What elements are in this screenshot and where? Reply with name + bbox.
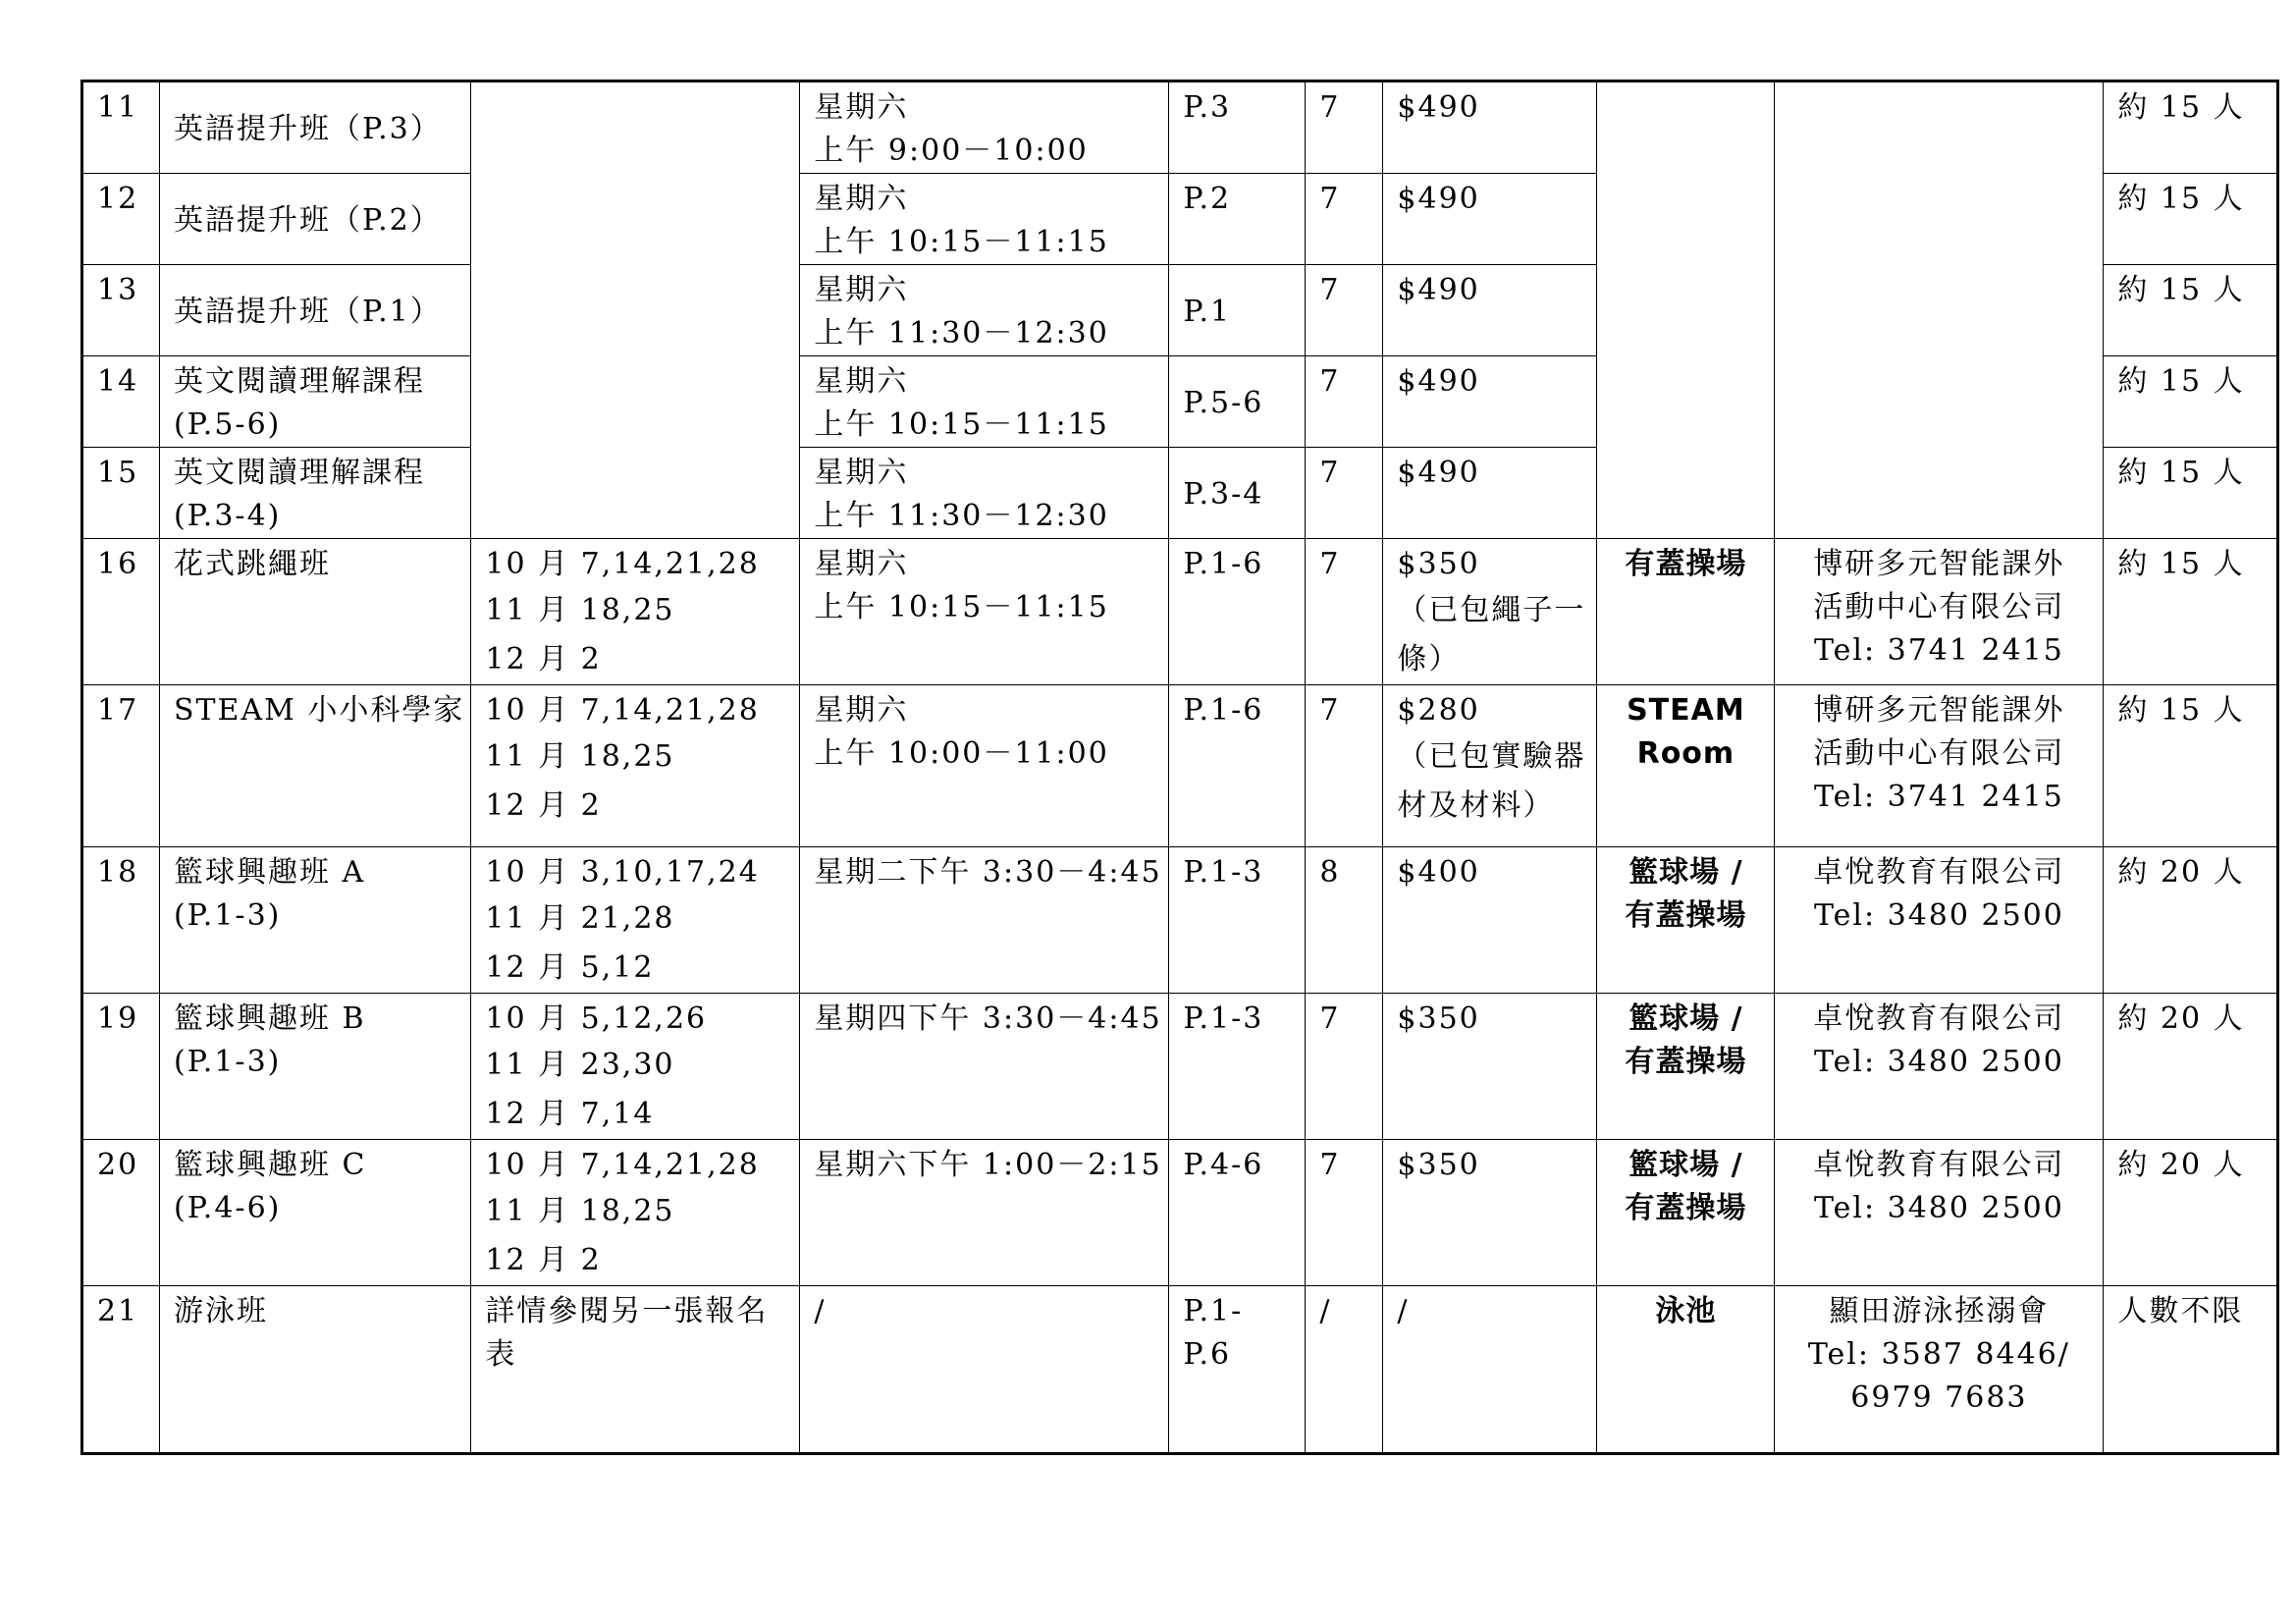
date-line: 10 月 7,14,21,28 — [485, 1148, 760, 1182]
session-count: 8 — [1306, 847, 1383, 994]
date-line: 12 月 5,12 — [485, 950, 655, 985]
fee-amount: $280 — [1397, 693, 1480, 728]
session-count: / — [1306, 1286, 1383, 1454]
organiser-line: Tel: 3480 2500 — [1813, 898, 2064, 933]
organiser-cell — [1775, 1286, 2104, 1454]
grade-level-line: P.6 — [1183, 1337, 1232, 1372]
fee-amount: / — [1397, 1294, 1410, 1328]
course-name-line: 英文閱讀理解課程 — [174, 364, 425, 399]
venue-cell — [1597, 1286, 1775, 1454]
grade-level: P.3-4 — [1169, 448, 1306, 539]
course-name-line: 花式跳繩班 — [174, 547, 331, 581]
course-name-line: 英語提升班（P.3） — [174, 112, 442, 146]
grade-level-line: P.1- — [1183, 1294, 1244, 1328]
fee-amount: $490 — [1397, 456, 1480, 490]
grade-level: P.1-3 — [1169, 994, 1306, 1140]
time-cell — [800, 685, 1169, 847]
time-line: 上午 11:30－12:30 — [814, 316, 1109, 351]
fee-cell — [1383, 174, 1597, 265]
date-line: 10 月 5,12,26 — [485, 1001, 708, 1036]
venue-line: 泳池 — [1655, 1294, 1717, 1328]
capacity-cell: 人數不限 — [2104, 1286, 2278, 1454]
date-line: 10 月 3,10,17,24 — [485, 855, 760, 890]
fee-amount: $400 — [1397, 855, 1480, 890]
capacity-cell: 約 20 人 — [2104, 1140, 2278, 1286]
dates-cell — [471, 994, 800, 1140]
time-line: 上午 10:15－11:15 — [814, 407, 1109, 442]
session-count: 7 — [1306, 539, 1383, 685]
session-count: 7 — [1306, 265, 1383, 356]
time-cell — [800, 174, 1169, 265]
session-count: 7 — [1306, 1140, 1383, 1286]
time-cell — [800, 356, 1169, 448]
venue-line: 有蓋操場 — [1625, 1191, 1747, 1225]
course-name-line: (P.4-6) — [174, 1191, 282, 1225]
session-count: 7 — [1306, 356, 1383, 448]
venue-line: 有蓋操場 — [1625, 1045, 1747, 1079]
course-name — [160, 81, 471, 174]
venue-line: Room — [1636, 736, 1735, 771]
table-row — [82, 685, 2278, 847]
dates-cell — [471, 685, 800, 847]
fee-cell — [1383, 1140, 1597, 1286]
venue-cell-merged — [1597, 81, 1775, 539]
course-table-body — [82, 81, 2278, 1454]
time-cell — [800, 81, 1169, 174]
organiser-line: 卓悅教育有限公司 — [1813, 1148, 2065, 1182]
time-line: 上午 9:00－10:00 — [814, 134, 1089, 168]
date-line: 11 月 18,25 — [485, 1194, 675, 1228]
course-name — [160, 994, 471, 1140]
time-line: 星期六 — [814, 693, 909, 728]
date-line: 11 月 18,25 — [485, 739, 675, 774]
course-name-line: (P.1-3) — [174, 898, 282, 933]
venue-cell — [1597, 847, 1775, 994]
fee-note: （已包繩子一條） — [1397, 593, 1586, 677]
time-line: / — [814, 1294, 827, 1328]
organiser-line: 卓悅教育有限公司 — [1813, 855, 2065, 890]
fee-cell — [1383, 356, 1597, 448]
course-name — [160, 448, 471, 539]
course-name-line: 英語提升班（P.1） — [174, 295, 442, 329]
fee-cell — [1383, 994, 1597, 1140]
organiser-cell-merged — [1775, 81, 2104, 539]
organiser-line: 博研多元智能課外 — [1813, 693, 2065, 728]
course-name-line: 英語提升班（P.2） — [174, 203, 442, 238]
time-cell — [800, 265, 1169, 356]
date-line: 12 月 7,14 — [485, 1097, 655, 1131]
venue-line: 籃球場 / — [1629, 855, 1743, 890]
table-row — [82, 1286, 2278, 1454]
capacity-cell: 約 15 人 — [2104, 685, 2278, 847]
grade-level: P.1 — [1169, 265, 1306, 356]
course-name-line: (P.3-4) — [174, 499, 282, 533]
grade-level: P.5-6 — [1169, 356, 1306, 448]
course-name-line: 籃球興趣班 C — [174, 1148, 367, 1182]
time-line: 星期六 — [814, 547, 909, 581]
table-row — [82, 539, 2278, 685]
fee-cell — [1383, 847, 1597, 994]
row-number: 11 — [82, 81, 160, 174]
fee-amount: $350 — [1397, 547, 1480, 581]
time-cell — [800, 994, 1169, 1140]
row-number: 20 — [82, 1140, 160, 1286]
row-number: 21 — [82, 1286, 160, 1454]
organiser-cell — [1775, 685, 2104, 847]
fee-cell — [1383, 265, 1597, 356]
venue-cell — [1597, 1140, 1775, 1286]
time-line: 上午 10:15－11:15 — [814, 590, 1109, 624]
course-name-line: 籃球興趣班 A — [174, 855, 366, 890]
venue-cell — [1597, 994, 1775, 1140]
session-count: 7 — [1306, 994, 1383, 1140]
course-name — [160, 685, 471, 847]
time-cell — [800, 1286, 1169, 1454]
time-line: 上午 10:00－11:00 — [814, 736, 1109, 771]
course-name-line: (P.5-6) — [174, 407, 282, 442]
organiser-line: 顯田游泳拯溺會 — [1829, 1294, 2050, 1328]
course-name-line: 籃球興趣班 B — [174, 1001, 366, 1036]
fee-amount: $350 — [1397, 1148, 1480, 1182]
venue-line: 有蓋操場 — [1625, 547, 1747, 581]
time-line: 星期六 — [814, 364, 909, 399]
dates-cell-merged — [471, 81, 800, 539]
table-row — [82, 1140, 2278, 1286]
time-line: 上午 11:30－12:30 — [814, 499, 1109, 533]
time-line: 星期六 — [814, 456, 909, 490]
time-line: 星期四下午 3:30－4:45 — [814, 1001, 1162, 1036]
course-name — [160, 847, 471, 994]
time-line: 星期六 — [814, 90, 909, 125]
course-name — [160, 1140, 471, 1286]
row-number: 19 — [82, 994, 160, 1140]
course-name-line: STEAM 小小科學家 — [174, 693, 465, 728]
organiser-line: 6979 7683 — [1850, 1380, 2028, 1415]
organiser-line: Tel: 3480 2500 — [1813, 1191, 2064, 1225]
venue-line: 籃球場 / — [1629, 1001, 1743, 1036]
organiser-cell — [1775, 1140, 2104, 1286]
course-name-line: 游泳班 — [174, 1294, 268, 1328]
time-line: 上午 10:15－11:15 — [814, 225, 1109, 259]
grade-level: P.2 — [1169, 174, 1306, 265]
time-cell — [800, 448, 1169, 539]
fee-cell — [1383, 1286, 1597, 1454]
organiser-line: 活動中心有限公司 — [1813, 590, 2065, 624]
time-line: 星期二下午 3:30－4:45 — [814, 855, 1162, 890]
fee-amount: $350 — [1397, 1001, 1480, 1036]
row-number: 15 — [82, 448, 160, 539]
venue-cell — [1597, 539, 1775, 685]
date-line: 12 月 2 — [485, 1243, 602, 1277]
capacity-cell: 約 15 人 — [2104, 265, 2278, 356]
dates-cell — [471, 539, 800, 685]
date-line: 10 月 7,14,21,28 — [485, 547, 760, 581]
session-count: 7 — [1306, 174, 1383, 265]
fee-amount: $490 — [1397, 364, 1480, 399]
fee-cell — [1383, 685, 1597, 847]
venue-line: STEAM — [1627, 693, 1745, 728]
capacity-cell: 約 20 人 — [2104, 994, 2278, 1140]
fee-note: （已包實驗器材及材料） — [1397, 739, 1586, 823]
time-line: 星期六 — [814, 273, 909, 307]
fee-cell — [1383, 539, 1597, 685]
dates-cell — [471, 1140, 800, 1286]
grade-level: P.1-3 — [1169, 847, 1306, 994]
date-line: 11 月 21,28 — [485, 901, 675, 936]
time-line: 星期六下午 1:00－2:15 — [814, 1148, 1162, 1182]
fee-amount: $490 — [1397, 273, 1480, 307]
session-count: 7 — [1306, 81, 1383, 174]
fee-cell — [1383, 81, 1597, 174]
organiser-line: Tel: 3587 8446/ — [1807, 1337, 2070, 1372]
capacity-cell: 約 15 人 — [2104, 356, 2278, 448]
organiser-line: Tel: 3480 2500 — [1813, 1045, 2064, 1079]
capacity-cell: 約 15 人 — [2104, 448, 2278, 539]
table-row — [82, 847, 2278, 994]
time-cell — [800, 847, 1169, 994]
row-number: 13 — [82, 265, 160, 356]
organiser-line: 活動中心有限公司 — [1813, 736, 2065, 771]
dates-cell — [471, 1286, 800, 1454]
time-cell — [800, 539, 1169, 685]
venue-cell — [1597, 685, 1775, 847]
course-name — [160, 1286, 471, 1454]
row-number: 18 — [82, 847, 160, 994]
course-name — [160, 265, 471, 356]
row-number: 16 — [82, 539, 160, 685]
grade-level — [1169, 1286, 1306, 1454]
grade-level: P.1-6 — [1169, 539, 1306, 685]
course-name — [160, 174, 471, 265]
date-line: 11 月 23,30 — [485, 1048, 675, 1082]
time-line: 星期六 — [814, 182, 909, 216]
organiser-cell — [1775, 847, 2104, 994]
table-row — [82, 994, 2278, 1140]
date-line: 12 月 2 — [485, 642, 602, 677]
organiser-line: 卓悅教育有限公司 — [1813, 1001, 2065, 1036]
capacity-cell: 約 15 人 — [2104, 81, 2278, 174]
date-line: 詳情參閱另一張報名表 — [485, 1294, 769, 1372]
date-line: 12 月 2 — [485, 788, 602, 823]
course-name-line: (P.1-3) — [174, 1045, 282, 1079]
time-cell — [800, 1140, 1169, 1286]
capacity-cell: 約 20 人 — [2104, 847, 2278, 994]
capacity-cell: 約 15 人 — [2104, 539, 2278, 685]
venue-line: 有蓋操場 — [1625, 898, 1747, 933]
organiser-line: Tel: 3741 2415 — [1813, 633, 2064, 668]
grade-level: P.1-6 — [1169, 685, 1306, 847]
date-line: 10 月 7,14,21,28 — [485, 693, 760, 728]
date-line: 11 月 18,25 — [485, 593, 675, 627]
course-name — [160, 356, 471, 448]
capacity-cell: 約 15 人 — [2104, 174, 2278, 265]
organiser-cell — [1775, 539, 2104, 685]
row-number: 12 — [82, 174, 160, 265]
grade-level: P.4-6 — [1169, 1140, 1306, 1286]
row-number: 14 — [82, 356, 160, 448]
grade-level: P.3 — [1169, 81, 1306, 174]
course-name-line: 英文閱讀理解課程 — [174, 456, 425, 490]
fee-cell — [1383, 448, 1597, 539]
row-number: 17 — [82, 685, 160, 847]
fee-amount: $490 — [1397, 182, 1480, 216]
session-count: 7 — [1306, 685, 1383, 847]
table-row — [82, 81, 2278, 174]
organiser-line: Tel: 3741 2415 — [1813, 780, 2064, 814]
course-table — [80, 80, 2279, 1455]
organiser-line: 博研多元智能課外 — [1813, 547, 2065, 581]
organiser-cell — [1775, 994, 2104, 1140]
dates-cell — [471, 847, 800, 994]
course-name — [160, 539, 471, 685]
venue-line: 籃球場 / — [1629, 1148, 1743, 1182]
fee-amount: $490 — [1397, 90, 1480, 125]
session-count: 7 — [1306, 448, 1383, 539]
